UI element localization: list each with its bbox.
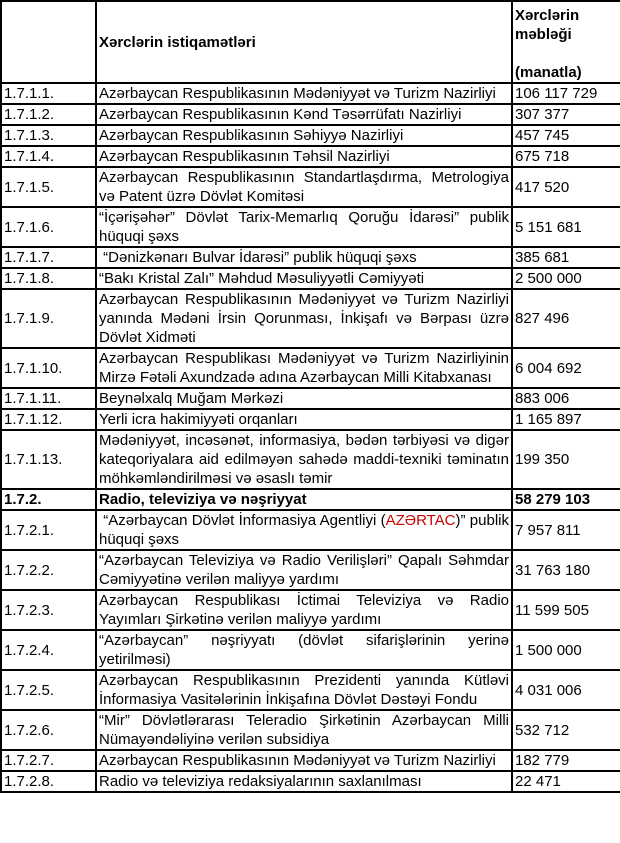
description-text: Beynəlxalq Muğam Mərkəzi (99, 390, 284, 407)
table-row (1, 207, 620, 247)
row-code: 1.7.1.8. (1, 268, 96, 289)
row-amount: 31 763 180 (512, 550, 620, 590)
row-amount: 827 496 (512, 289, 620, 348)
row-description (96, 590, 512, 630)
header-amount-label: Xərclərin məbləği (515, 7, 580, 43)
row-amount: 307 377 (512, 104, 620, 125)
row-description (96, 125, 512, 146)
description-text: “Dənizkənarı Bulvar İdarəsi” publik hüquqi şəxs (99, 249, 417, 266)
table-row (1, 388, 620, 409)
row-description (96, 348, 512, 388)
row-description (96, 83, 512, 104)
row-amount: 675 718 (512, 146, 620, 167)
row-code: 1.7.1.11. (1, 388, 96, 409)
table-row (1, 167, 620, 207)
row-code: 1.7.1.2. (1, 104, 96, 125)
row-amount: 1 165 897 (512, 409, 620, 430)
row-description (96, 670, 512, 710)
row-code: 1.7.1.10. (1, 348, 96, 388)
row-description (96, 207, 512, 247)
row-code: 1.7.2.6. (1, 710, 96, 750)
table-row (1, 430, 620, 489)
row-code: 1.7.2.1. (1, 510, 96, 550)
row-amount: 4 031 006 (512, 670, 620, 710)
row-code: 1.7.1.5. (1, 167, 96, 207)
description-text: Azərbaycan Respublikası İctimai Televiziya və Radio Yayımları Şirkətinə verilən maliyyə yardımı (99, 592, 509, 628)
description-text: Azərbaycan Respublikasının Prezidenti yanında Kütləvi İnformasiya Vasitələrinin İnkişafına Dövlət Dəstəyi Fondu (99, 672, 509, 708)
row-amount: 22 471 (512, 771, 620, 792)
table-row (1, 510, 620, 550)
description-text: “Azərbaycan Dövlət İnformasiya Agentliyi ( (99, 512, 386, 529)
row-amount: 2 500 000 (512, 268, 620, 289)
table-row (1, 289, 620, 348)
row-description (96, 104, 512, 125)
row-description (96, 268, 512, 289)
row-amount: 106 117 729 (512, 83, 620, 104)
row-code: 1.7.2.2. (1, 550, 96, 590)
row-description (96, 289, 512, 348)
row-description (96, 630, 512, 670)
header-directions-label: Xərclərin istiqamətləri (96, 1, 512, 83)
description-text: Azərbaycan Respublikasının Mədəniyyət və Turizm Nazirliyi (99, 752, 496, 769)
row-code: 1.7.1.7. (1, 247, 96, 268)
description-text: Yerli icra hakimiyyəti orqanları (99, 411, 298, 428)
row-code: 1.7.1.3. (1, 125, 96, 146)
description-text: “Azərbaycan Televiziya və Radio Verilişləri” Qapalı Səhmdar Cəmiyyətinə verilən maliyyə yardımı (99, 552, 509, 588)
azertac-red-text: AZƏRTAC (385, 512, 456, 529)
description-text: “İçərişəhər” Dövlət Tarix-Memarlıq Qoruğu İdarəsi” publik hüquqi şəxs (99, 209, 509, 245)
row-code: 1.7.2. (1, 489, 96, 510)
row-amount: 417 520 (512, 167, 620, 207)
header-amount-cell (512, 1, 620, 83)
description-text: Azərbaycan Respublikasının Təhsil Nazirliyi (99, 148, 390, 165)
row-code: 1.7.1.9. (1, 289, 96, 348)
header-row (1, 1, 620, 83)
row-description (96, 247, 512, 268)
table-row (1, 146, 620, 167)
table-row (1, 104, 620, 125)
description-text: “Bakı Kristal Zalı” Məhdud Məsuliyyətli Cəmiyyəti (99, 270, 425, 287)
row-description (96, 750, 512, 771)
row-description (96, 710, 512, 750)
description-text: Azərbaycan Respublikasının Mədəniyyət və Turizm Nazirliyi yanında Mədəni İrsin Qorunması, İnkişafı və Bərpası üzrə Dövlət Xidməti (99, 291, 509, 346)
table-row (1, 83, 620, 104)
table-row (1, 348, 620, 388)
header-code-cell (1, 1, 96, 83)
row-amount: 6 004 692 (512, 348, 620, 388)
table-row (1, 247, 620, 268)
description-text: Azərbaycan Respublikasının Səhiyyə Nazirliyi (99, 127, 404, 144)
row-code: 1.7.2.5. (1, 670, 96, 710)
table-row (1, 489, 620, 510)
table-row (1, 268, 620, 289)
header-amount-unit: (manatla) (515, 64, 582, 81)
row-description (96, 388, 512, 409)
table-row (1, 750, 620, 771)
table-row (1, 670, 620, 710)
row-description (96, 550, 512, 590)
table-row (1, 630, 620, 670)
row-amount: 5 151 681 (512, 207, 620, 247)
row-code: 1.7.1.12. (1, 409, 96, 430)
row-amount: 385 681 (512, 247, 620, 268)
row-code: 1.7.2.8. (1, 771, 96, 792)
row-amount: 7 957 811 (512, 510, 620, 550)
row-code: 1.7.2.7. (1, 750, 96, 771)
description-text: “Azərbaycan” nəşriyyatı (dövlət sifarişlərinin yerinə yetirilməsi) (99, 632, 509, 668)
table-row (1, 125, 620, 146)
row-amount: 199 350 (512, 430, 620, 489)
description-text: “Mir” Dövlətlərarası Teleradio Şirkətinin Azərbaycan Milli Nümayəndəliyinə verilən subsidiya (99, 712, 509, 748)
table-body (1, 83, 620, 792)
row-code: 1.7.2.4. (1, 630, 96, 670)
row-amount: 457 745 (512, 125, 620, 146)
row-description (96, 146, 512, 167)
row-amount: 532 712 (512, 710, 620, 750)
description-text: Azərbaycan Respublikası Mədəniyyət və Turizm Nazirliyinin Mirzə Fətəli Axundzadə adına Azərbaycan Milli Kitabxanası (99, 350, 509, 386)
row-amount: 58 279 103 (512, 489, 620, 510)
row-description (96, 167, 512, 207)
table-row (1, 590, 620, 630)
row-amount: 11 599 505 (512, 590, 620, 630)
row-description (96, 409, 512, 430)
row-amount: 182 779 (512, 750, 620, 771)
row-description (96, 489, 512, 510)
description-text: Mədəniyyət, incəsənət, informasiya, bədən tərbiyəsi və digər kateqoriyalara aid edilməyən sahədə maddi-texniki təminatın möhkəmləndirilməsi və əsaslı təmir (99, 432, 509, 487)
table-row (1, 550, 620, 590)
row-description (96, 510, 512, 550)
row-code: 1.7.1.6. (1, 207, 96, 247)
row-code: 1.7.1.1. (1, 83, 96, 104)
table-row (1, 710, 620, 750)
table-row (1, 771, 620, 792)
description-text: Radio, televiziya və nəşriyyat (99, 491, 307, 508)
row-code: 1.7.1.13. (1, 430, 96, 489)
description-text: Azərbaycan Respublikasının Standartlaşdırma, Metrologiya və Patent üzrə Dövlət Komitəsi (99, 169, 509, 205)
row-amount: 1 500 000 (512, 630, 620, 670)
table-row (1, 409, 620, 430)
row-description (96, 771, 512, 792)
row-description (96, 430, 512, 489)
description-text: )” publik hüquqi şəxs (99, 512, 509, 548)
row-code: 1.7.2.3. (1, 590, 96, 630)
description-text: Azərbaycan Respublikasının Mədəniyyət və Turizm Nazirliyi (99, 85, 496, 102)
description-text: Radio və televiziya redaksiyalarının saxlanılması (99, 773, 422, 790)
description-text: Azərbaycan Respublikasının Kənd Təsərrüfatı Nazirliyi (99, 106, 462, 123)
row-code: 1.7.1.4. (1, 146, 96, 167)
row-amount: 883 006 (512, 388, 620, 409)
